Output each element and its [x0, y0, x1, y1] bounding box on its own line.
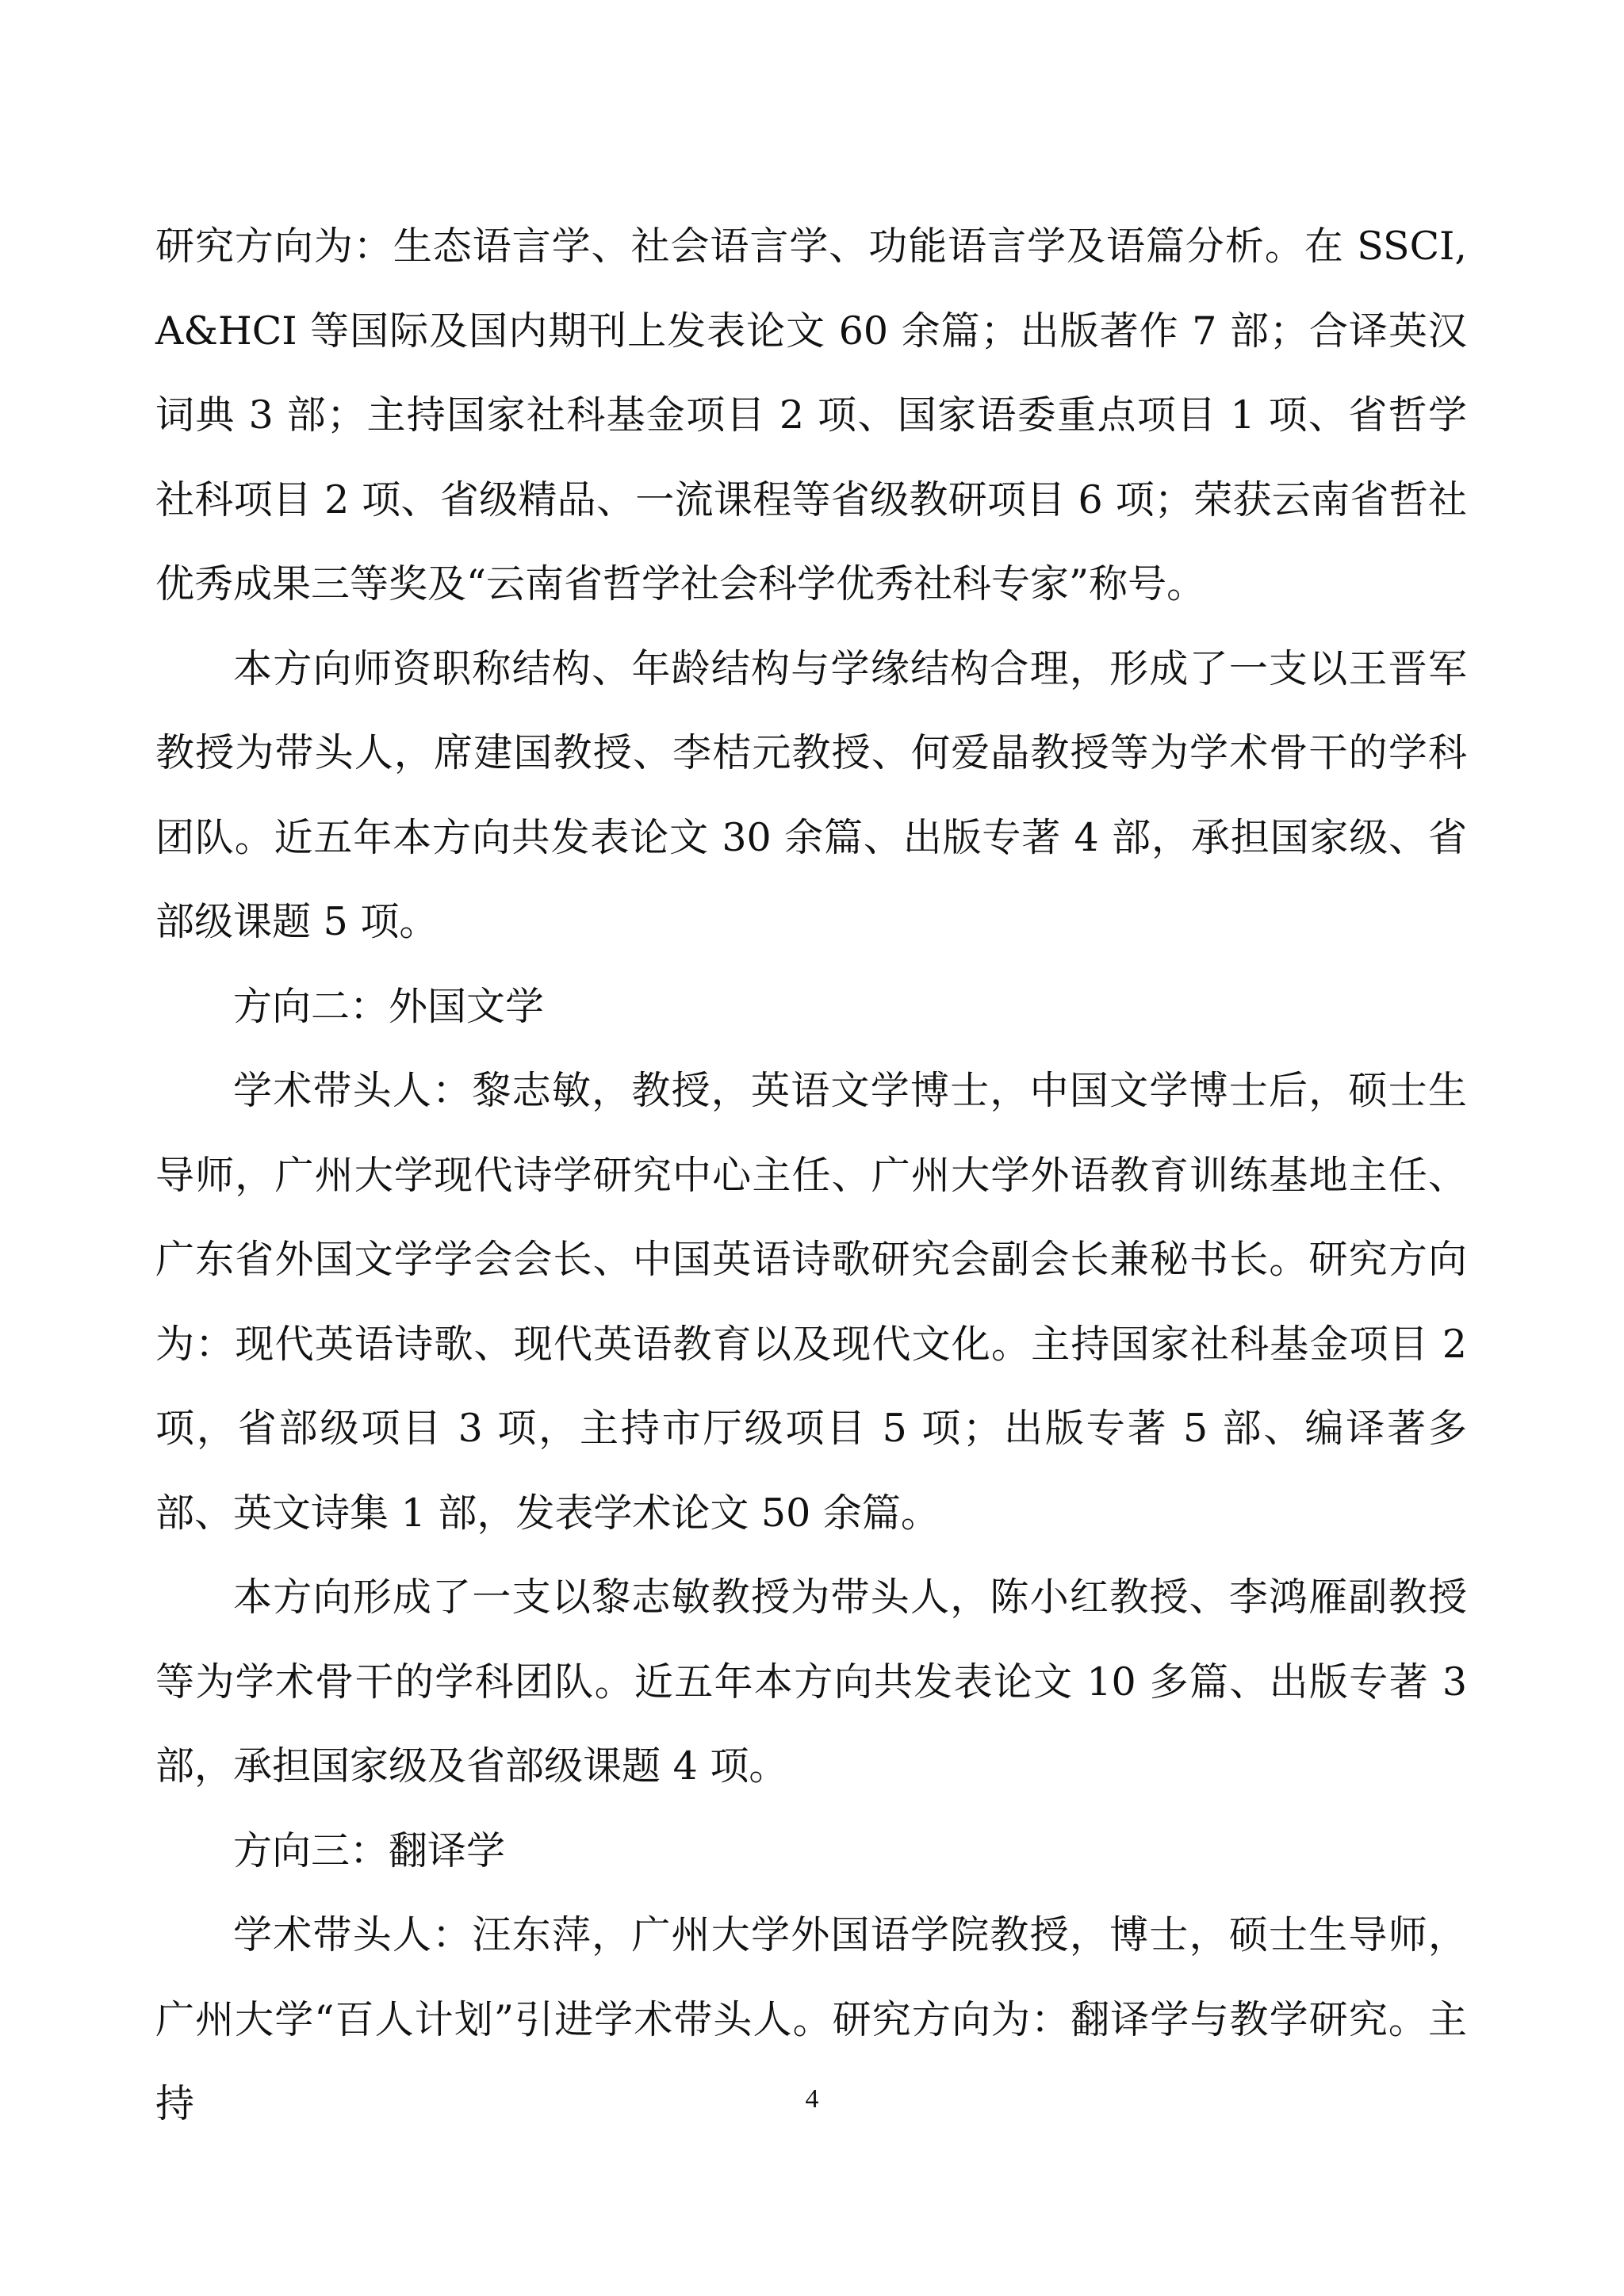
page-number: 4	[805, 2084, 819, 2114]
heading-direction-three: 方向三：翻译学	[233, 1827, 506, 1873]
paragraph-direction-three-leader: 学术带头人：汪东萍，广州大学外国语学院教授，博士，硕士生导师，广州大学“百人计划”引进学术带头人。研究方向为：翻译学与教学研究。主持	[155, 1912, 1467, 2126]
body-text	[155, 205, 1467, 2147]
paragraph-direction-one-team: 本方向师资职称结构、年龄结构与学缘结构合理，形成了一支以王晋军教授为带头人，席建国教授、李桔元教授、何爱晶教授等为学术骨干的学科团队。近五年本方向共发表论文 30 余篇、出版专著 4 部，承担国家级、省部级课题 5 项。	[155, 645, 1467, 944]
paragraph-direction-two-team: 本方向形成了一支以黎志敏教授为带头人，陈小红教授、李鸿雁副教授等为学术骨干的学科团队。近五年本方向共发表论文 10 多篇、出版专著 3 部，承担国家级及省部级课题 4 项。	[155, 1575, 1467, 1789]
paragraph-research-overview: 研究方向为：生态语言学、社会语言学、功能语言学及语篇分析。在 SSCI, A&HCI 等国际及国内期刊上发表论文 60 余篇；出版著作 7 部；合译英汉词典 3 部；主持国家社科基金项目 2 项、国家语委重点项目 1 项、省哲学社科项目 2 项、省级精品、一流课程等省级教研项目 6 项；荣获云南省哲社优秀成果三等奖及“云南省哲学社会科学优秀社科专家”称号。	[155, 224, 1467, 607]
heading-direction-two: 方向二：外国文学	[233, 983, 545, 1029]
paragraph-direction-two-leader: 学术带头人：黎志敏，教授，英语文学博士，中国文学博士后，硕士生导师，广州大学现代诗学研究中心主任、广州大学外语教育训练基地主任、广东省外国文学学会会长、中国英语诗歌研究会副会长兼秘书长。研究方向为：现代英语诗歌、现代英语教育以及现代文化。主持国家社科基金项目 2 项，省部级项目 3 项，主持市厅级项目 5 项；出版专著 5 部、编译著多部、英文诗集 1 部，发表学术论文 50 余篇。	[155, 1068, 1467, 1536]
